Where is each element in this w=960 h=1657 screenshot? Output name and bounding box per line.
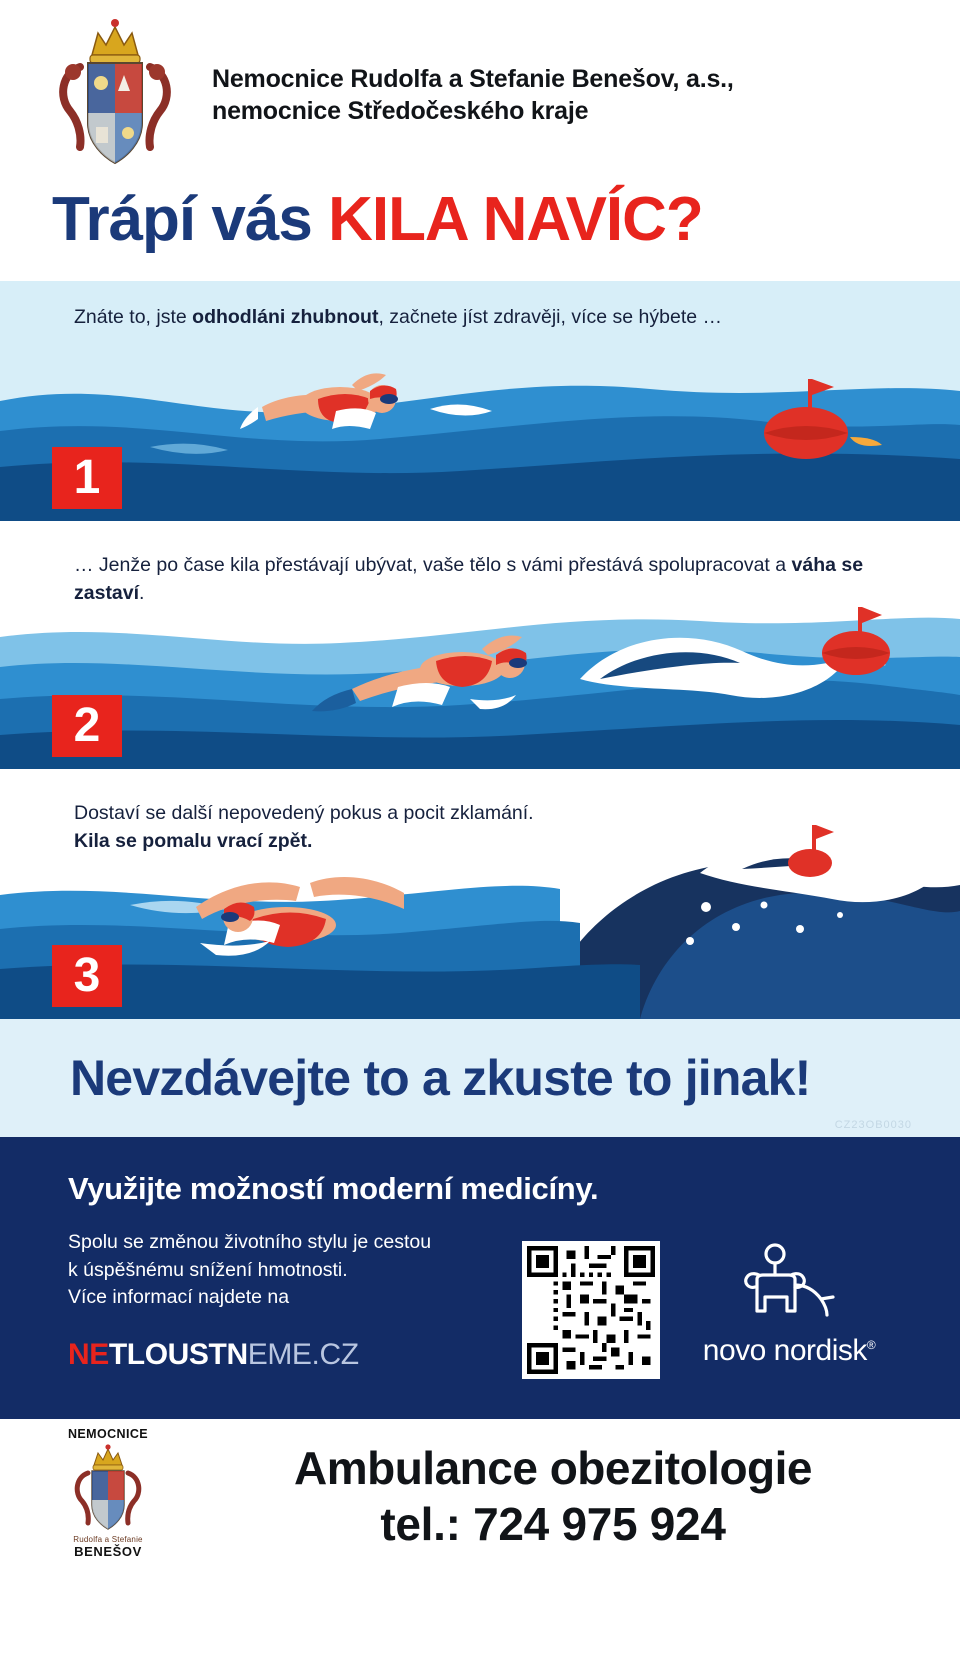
website-brand-eme: EME.CZ: [247, 1338, 359, 1372]
panel-3-text-bold-1: Kila se pomalu vrací zpět.: [74, 830, 313, 853]
panel-1-text: [74, 303, 722, 331]
partner-logo: [684, 1241, 894, 1368]
panel-1-text-plain-2: , začnete jíst zdravěji, více se hýbete …: [378, 306, 723, 328]
info-heading: Využijte možností moderní medicíny.: [68, 1171, 599, 1206]
hospital-crest-icon: [44, 1427, 172, 1559]
footer-logo-mid: Rudolfa a Stefanie: [73, 1535, 143, 1544]
panel-step-2: [0, 529, 960, 769]
panel-step-1: [0, 281, 960, 521]
page-title: [0, 182, 960, 281]
panel-1-text-bold-1: odhodláni zhubnout: [192, 306, 379, 328]
footer-logo-bottom: BENEŠOV: [74, 1544, 142, 1559]
info-block: [0, 1137, 960, 1419]
website-brand-tloustn: TLOUSTN: [108, 1338, 248, 1372]
slogan-band: [0, 1019, 960, 1137]
watermark-code: CZ23OB0030: [834, 1119, 912, 1131]
novo-nordisk-bull-icon: [729, 1241, 849, 1325]
title-part-blue: Trápí vás: [52, 185, 329, 254]
footer-logo-top: NEMOCNICE: [68, 1427, 148, 1441]
panel-divider-1: [0, 521, 960, 529]
panel-2-text-bold-1: váha se zastaví: [74, 554, 864, 605]
info-body-line1: Spolu se změnou životního stylu je cestou: [68, 1231, 432, 1253]
hospital-name-line1: Nemocnice Rudolfa a Stefanie Benešov, a.s.,: [212, 65, 734, 93]
panel-1-text-plain-1: Znáte to, jste: [74, 306, 193, 328]
partner-name: novo nordisk: [702, 1334, 867, 1367]
panel-3-text: [74, 799, 534, 856]
info-body-line2: k úspěšnému snížení hmotnosti.: [68, 1258, 348, 1281]
page-footer: [0, 1419, 960, 1631]
partner-registered-mark: ®: [866, 1338, 876, 1352]
page-header: [0, 0, 960, 182]
panel-2-text-plain-2: .: [139, 582, 145, 605]
title-part-red: KILA NAVÍC?: [328, 185, 703, 254]
hospital-name-line2: nemocnice Středočeského kraje: [212, 97, 589, 125]
panel-3-text-plain-1: Dostaví se další nepovedený pokus a pocit zklamání.: [74, 802, 534, 824]
hospital-name: [212, 63, 734, 127]
website-brand-ne: NE: [68, 1338, 109, 1372]
coat-of-arms-icon: [40, 15, 190, 175]
clinic-name: Ambulance obezitologie: [293, 1442, 813, 1494]
slogan-text: Nevzdávejte to a zkuste to jinak!: [70, 1050, 811, 1106]
step-number-3: 3: [52, 945, 122, 1007]
info-body-line3: Více informací najdete na: [68, 1286, 290, 1309]
qr-code-icon[interactable]: [522, 1241, 660, 1379]
panel-step-3: [0, 777, 960, 1019]
panel-2-text-plain-1: … Jenže po čase kila přestávají ubývat, vaše tělo s vámi přestává spolupracovat a: [74, 554, 792, 576]
step-number-2: 2: [52, 695, 122, 757]
panel-divider-2: [0, 769, 960, 777]
clinic-contact: [186, 1427, 960, 1551]
clinic-phone: tel.: 724 975 924: [380, 1498, 726, 1550]
panel-2-text: [74, 551, 894, 608]
step-number-1: 1: [52, 447, 122, 509]
